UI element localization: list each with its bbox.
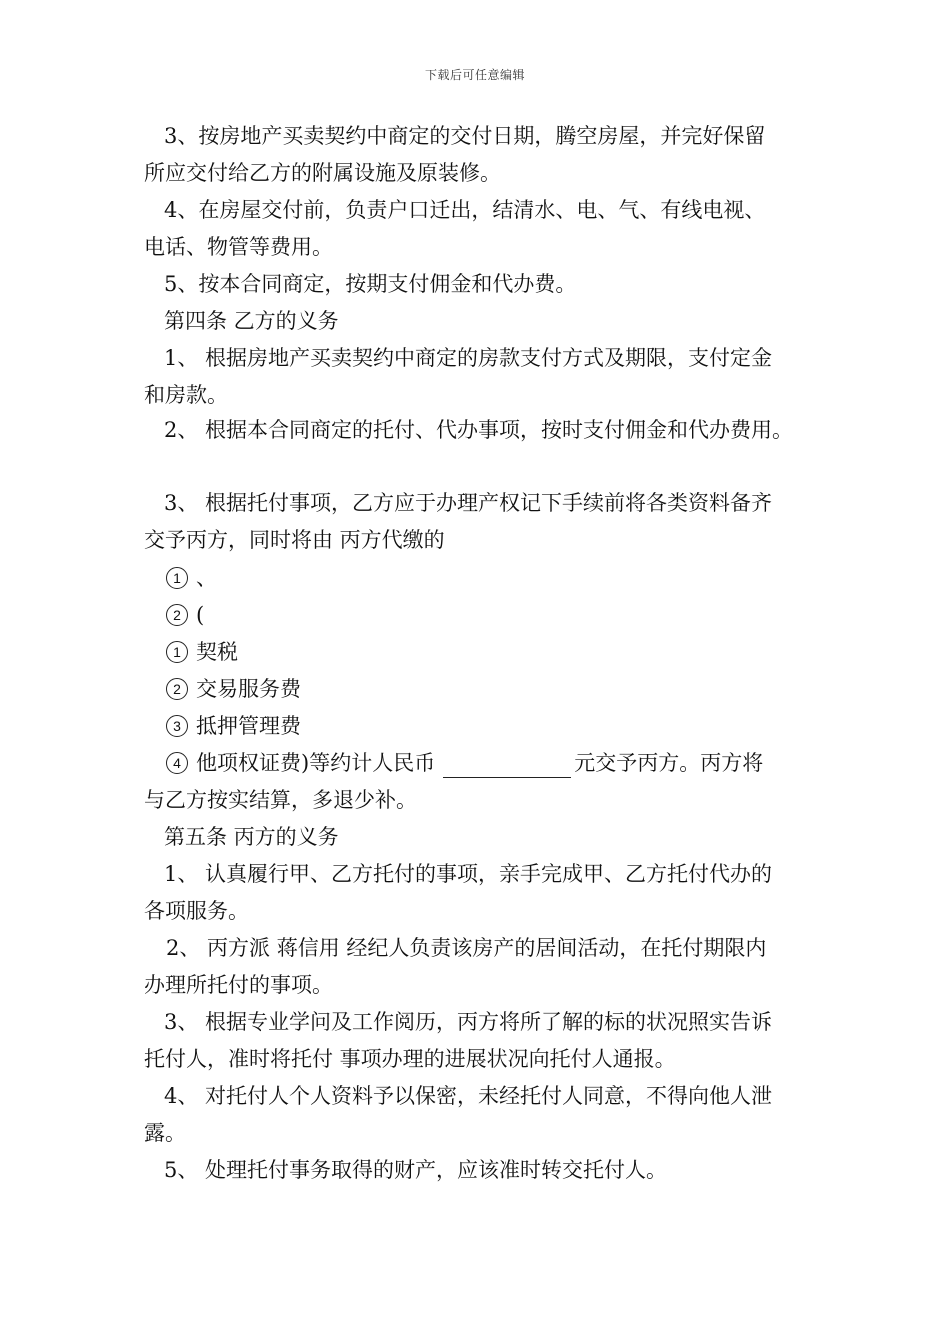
text-line: 办理所托付的事项。 — [144, 973, 333, 997]
text-line: 1、 根据房地产买卖契约中商定的房款支付方式及期限，支付定金 — [164, 346, 773, 370]
circled-number: 1 — [166, 567, 188, 589]
text-line: 3、按房地产买卖契约中商定的交付日期，腾空房屋，并完好保留 — [164, 124, 766, 148]
list-item-text: 交易服务费 — [196, 677, 301, 701]
text-line: 所应交付给乙方的附属设施及原装修。 — [144, 161, 501, 185]
circled-number: 2 — [166, 604, 188, 626]
text-line: 2、 根据本合同商定的托付、代办事项，按时支付佣金和代办费用。 — [164, 418, 794, 442]
page-header-note: 下载后可任意编辑 — [424, 68, 525, 82]
list-item — [166, 748, 763, 778]
text-line: 3、 根据托付事项，乙方应于办理产权记下手续前将各类资料备齐 — [164, 491, 773, 515]
text-line: 5、 处理托付事务取得的财产，应该准时转交托付人。 — [164, 1158, 668, 1182]
section-heading: 第五条 丙方的义务 — [164, 825, 339, 849]
text-line: 4、 对托付人个人资料予以保密，未经托付人同意，不得向他人泄 — [164, 1084, 773, 1108]
circled-number: 2 — [166, 678, 188, 700]
circled-number: 1 — [166, 641, 188, 663]
list-item — [166, 637, 238, 667]
list-item — [166, 563, 217, 593]
text-line: 各项服务。 — [144, 899, 249, 923]
text-line: 交予丙方，同时将由 丙方代缴的 — [144, 528, 445, 552]
text-line: 3、 根据专业学问及工作阅历，丙方将所了解的标的状况照实告诉 — [164, 1010, 773, 1034]
circled-number: 3 — [166, 715, 188, 737]
list-item-text: 抵押管理费 — [196, 714, 301, 738]
amount-blank — [443, 755, 571, 778]
text-line: 4、在房屋交付前，负责户口迁出，结清水、电、气、有线电视、 — [164, 198, 766, 222]
text-line: 与乙方按实结算，多退少补。 — [144, 788, 417, 812]
text-line: 5、按本合同商定，按期支付佣金和代办费。 — [164, 272, 577, 296]
list-item — [166, 674, 301, 704]
text-line: 2、 丙方派 蒋信用 经纪人负责该房产的居间活动，在托付期限内 — [166, 936, 767, 960]
list-item-text: 元交予丙方。丙方将 — [574, 751, 764, 775]
circled-number: 4 — [166, 752, 188, 774]
list-item — [166, 600, 204, 630]
list-item-text: 、 — [196, 566, 217, 590]
text-line: 托付人，准时将托付 事项办理的进展状况向托付人通报。 — [144, 1047, 676, 1071]
section-heading: 第四条 乙方的义务 — [164, 309, 339, 333]
text-line: 和房款。 — [144, 383, 228, 407]
text-line: 露。 — [144, 1121, 186, 1145]
text-line: 电话、物管等费用。 — [144, 235, 333, 259]
list-item — [166, 711, 301, 741]
list-item-text: 他项权证费)等约计人民币 — [196, 751, 436, 775]
list-item-text: 契税 — [196, 640, 238, 664]
list-item-text: ( — [196, 603, 205, 627]
text-line: 1、 认真履行甲、乙方托付的事项，亲手完成甲、乙方托付代办的 — [164, 862, 773, 886]
